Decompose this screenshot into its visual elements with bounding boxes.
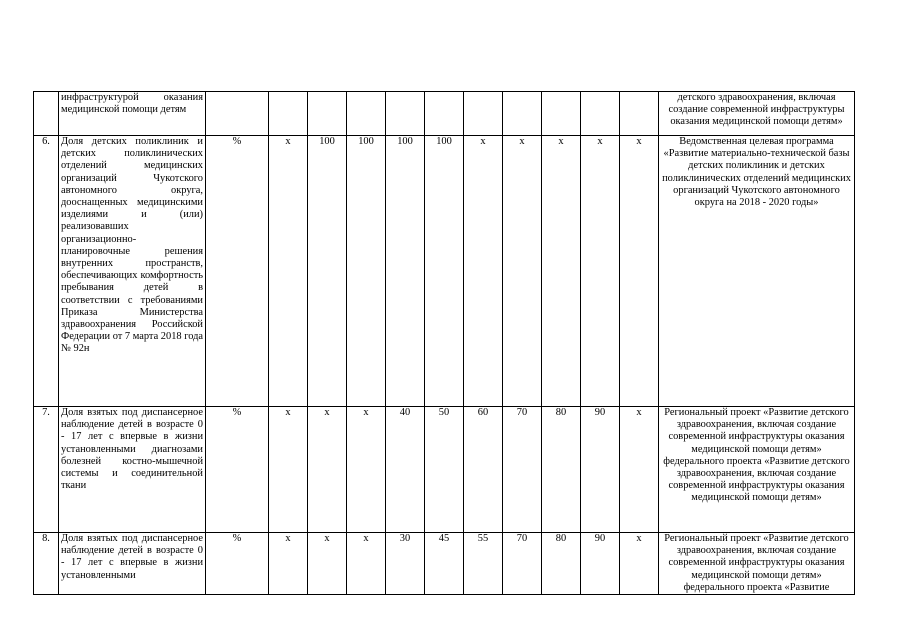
unit-cell bbox=[206, 92, 269, 136]
value-cell: x bbox=[620, 533, 659, 595]
value-cell bbox=[542, 92, 581, 136]
value-cell: 30 bbox=[386, 533, 425, 595]
value-cell: 70 bbox=[503, 407, 542, 533]
value-cell: x bbox=[347, 407, 386, 533]
table-row bbox=[34, 92, 855, 136]
table-row bbox=[34, 533, 855, 595]
value-cell bbox=[581, 92, 620, 136]
indicator-name-cell: Доля взятых под диспансерное наблюдение детей в возрасте 0 - 17 лет с впервые в жизни установленными диагнозами болезней костно-мышечной системы и соединительной ткани bbox=[59, 407, 206, 533]
value-cell: 80 bbox=[542, 407, 581, 533]
value-cell: 100 bbox=[425, 136, 464, 407]
row-number-cell: 6. bbox=[34, 136, 59, 407]
value-cell: 55 bbox=[464, 533, 503, 595]
value-cell: x bbox=[620, 136, 659, 407]
table-row bbox=[34, 407, 855, 533]
indicator-name-cell: Доля взятых под диспансерное наблюдение детей в возрасте 0 - 17 лет с впервые в жизни установленными bbox=[59, 533, 206, 595]
indicators-table bbox=[33, 91, 855, 595]
value-cell: x bbox=[347, 533, 386, 595]
value-cell: x bbox=[269, 136, 308, 407]
indicator-name-cell: инфраструктурой оказания медицинской помощи детям bbox=[59, 92, 206, 136]
source-program-cell: детского здравоохранения, включая создание современной инфраструктуры оказания медицинской помощи детям» bbox=[659, 92, 855, 136]
row-number-cell bbox=[34, 92, 59, 136]
value-cell: x bbox=[464, 136, 503, 407]
indicator-name-cell: Доля детских поликлиник и детских поликлинических отделений медицинских организаций Чукотского автономного округа, дооснащенных медицинскими изделиями и (или) реализовавших организационно-планировочные решения внутренних пространств, обеспечивающих комфортность пребывания детей в соответствии с требованиями Приказа Министерства здравоохранения Российской Федерации от 7 марта 2018 года № 92н bbox=[59, 136, 206, 407]
value-cell bbox=[269, 92, 308, 136]
value-cell: x bbox=[308, 407, 347, 533]
unit-cell: % bbox=[206, 407, 269, 533]
source-program-cell: Ведомственная целевая программа «Развитие материально-технической базы детских поликлиник и детских поликлинических отделений медицинских организаций Чукотского автономного округа на 2018 - 2020 годы» bbox=[659, 136, 855, 407]
unit-cell: % bbox=[206, 136, 269, 407]
source-program-cell: Региональный проект «Развитие детского здравоохранения, включая создание современной инфраструктуры оказания медицинской помощи детям» федерального проекта «Развитие детского здравоохранения, включая создание современной инфраструктуры оказания медицинской помощи детям» bbox=[659, 407, 855, 533]
value-cell: x bbox=[620, 407, 659, 533]
value-cell: 60 bbox=[464, 407, 503, 533]
value-cell bbox=[620, 92, 659, 136]
value-cell: x bbox=[581, 136, 620, 407]
value-cell: 100 bbox=[308, 136, 347, 407]
value-cell bbox=[425, 92, 464, 136]
value-cell: x bbox=[269, 533, 308, 595]
value-cell: x bbox=[269, 407, 308, 533]
value-cell: x bbox=[308, 533, 347, 595]
value-cell: 70 bbox=[503, 533, 542, 595]
value-cell bbox=[464, 92, 503, 136]
value-cell: 100 bbox=[386, 136, 425, 407]
value-cell bbox=[503, 92, 542, 136]
value-cell: 90 bbox=[581, 407, 620, 533]
value-cell bbox=[347, 92, 386, 136]
value-cell: x bbox=[542, 136, 581, 407]
row-number-cell: 8. bbox=[34, 533, 59, 595]
value-cell: 80 bbox=[542, 533, 581, 595]
value-cell: 40 bbox=[386, 407, 425, 533]
unit-cell: % bbox=[206, 533, 269, 595]
source-program-cell: Региональный проект «Развитие детского здравоохранения, включая создание современной инфраструктуры оказания медицинской помощи детям» федерального проекта «Развитие bbox=[659, 533, 855, 595]
value-cell: 50 bbox=[425, 407, 464, 533]
value-cell bbox=[308, 92, 347, 136]
value-cell: 100 bbox=[347, 136, 386, 407]
table-row bbox=[34, 136, 855, 407]
value-cell: x bbox=[503, 136, 542, 407]
value-cell: 45 bbox=[425, 533, 464, 595]
value-cell bbox=[386, 92, 425, 136]
value-cell: 90 bbox=[581, 533, 620, 595]
row-number-cell: 7. bbox=[34, 407, 59, 533]
